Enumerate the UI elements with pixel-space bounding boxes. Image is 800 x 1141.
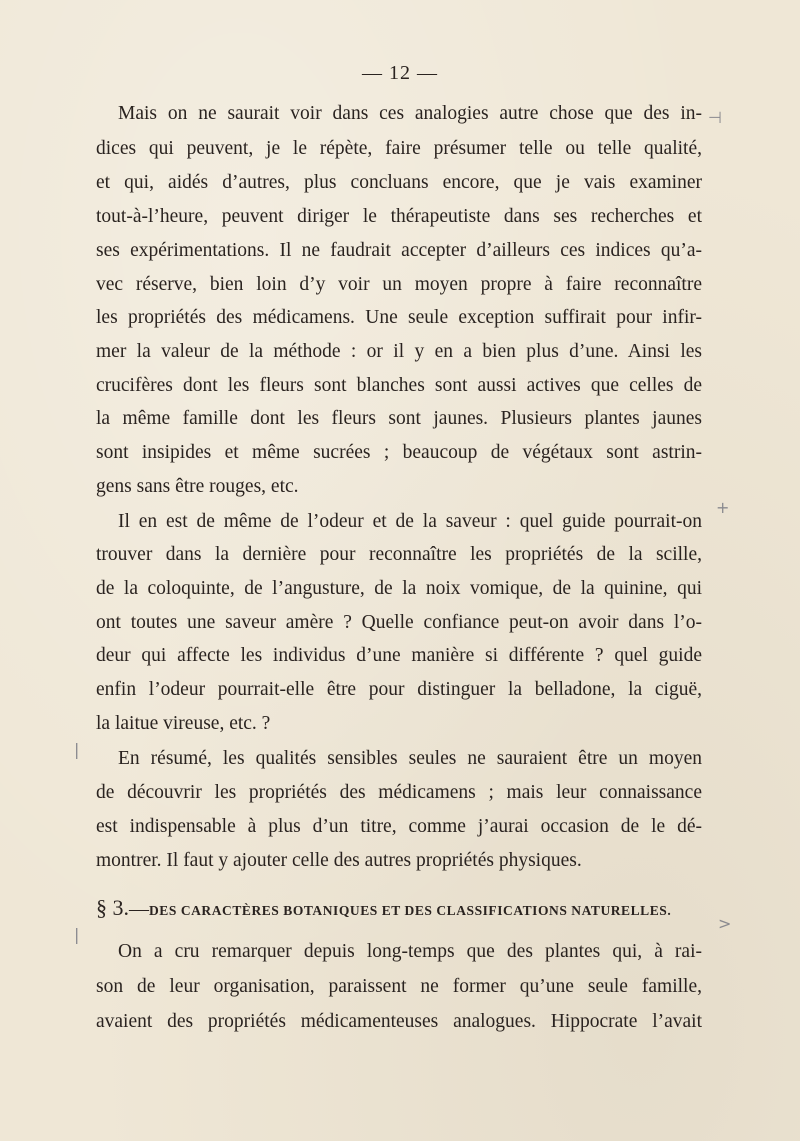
- text-line: ont toutes une saveur amère ? Quelle confiance peut-on avoir dans l’o-: [96, 612, 702, 633]
- section-heading: [96, 895, 702, 924]
- text-line: sont insipides et même sucrées ; beaucoup de végétaux sont astrin-: [96, 442, 702, 463]
- text-line: et qui, aidés d’autres, plus concluans encore, que je vais examiner: [96, 172, 702, 193]
- margin-mark-icon: +: [716, 498, 730, 517]
- text-line: les propriétés des médicamens. Une seule exception suffirait pour infir-: [96, 307, 702, 328]
- text-line: On a cru remarquer depuis long-temps que des plantes qui, à rai-: [118, 941, 702, 962]
- text-line: montrer. Il faut y ajouter celle des autres propriétés physiques.: [96, 850, 582, 871]
- text-line: vec réserve, bien loin d’y voir un moyen propre à faire reconnaître: [96, 274, 702, 295]
- section-title: DES CARACTÈRES BOTANIQUES ET DES CLASSIFICATIONS NATURELLES.: [149, 903, 672, 918]
- margin-mark-icon: >: [718, 914, 732, 933]
- text-line: deur qui affecte les individus d’une manière si différente ? quel guide: [96, 645, 702, 666]
- margin-mark-icon: ⊣: [708, 108, 722, 127]
- section-dash: —: [129, 898, 149, 920]
- text-line: est indispensable à plus d’un titre, comme j’aurai occasion de le dé-: [96, 816, 702, 837]
- text-line: ses expérimentations. Il ne faudrait accepter d’ailleurs ces indices qu’a-: [96, 240, 702, 261]
- text-line: la même famille dont les fleurs sont jaunes. Plusieurs plantes jaunes: [96, 408, 702, 429]
- text-line: trouver dans la dernière pour reconnaître les propriétés de la scille,: [96, 544, 702, 565]
- text-line: mer la valeur de la méthode : or il y en a bien plus d’une. Ainsi les: [96, 341, 702, 362]
- text-line: En résumé, les qualités sensibles seules ne sauraient être un moyen: [118, 748, 702, 769]
- text-line: dices qui peuvent, je le répète, faire présumer telle ou telle qualité,: [96, 138, 702, 159]
- margin-mark-icon: |: [74, 740, 80, 759]
- margin-mark-icon: |: [74, 925, 80, 944]
- text-line: enfin l’odeur pourrait-elle être pour distinguer la belladone, la ciguë,: [96, 679, 702, 700]
- page-number: — 12 —: [362, 62, 438, 84]
- text-line: son de leur organisation, paraissent ne former qu’une seule famille,: [96, 976, 702, 997]
- text-line: de la coloquinte, de l’angusture, de la noix vomique, de la quinine, qui: [96, 578, 702, 599]
- text-line: de découvrir les propriétés des médicamens ; mais leur connaissance: [96, 782, 702, 803]
- text-line: Il en est de même de l’odeur et de la saveur : quel guide pourrait-on: [118, 511, 702, 532]
- text-line: Mais on ne saurait voir dans ces analogies autre chose que des in-: [118, 103, 702, 124]
- text-line: tout-à-l’heure, peuvent diriger le thérapeutiste dans ses recherches et: [96, 206, 702, 227]
- text-line: gens sans être rouges, etc.: [96, 476, 299, 497]
- section-number: § 3.: [96, 895, 129, 920]
- text-line: la laitue vireuse, etc. ?: [96, 713, 271, 734]
- text-line: avaient des propriétés médicamenteuses analogues. Hippocrate l’avait: [96, 1011, 702, 1032]
- text-line: crucifères dont les fleurs sont blanches sont aussi actives que celles de: [96, 375, 702, 396]
